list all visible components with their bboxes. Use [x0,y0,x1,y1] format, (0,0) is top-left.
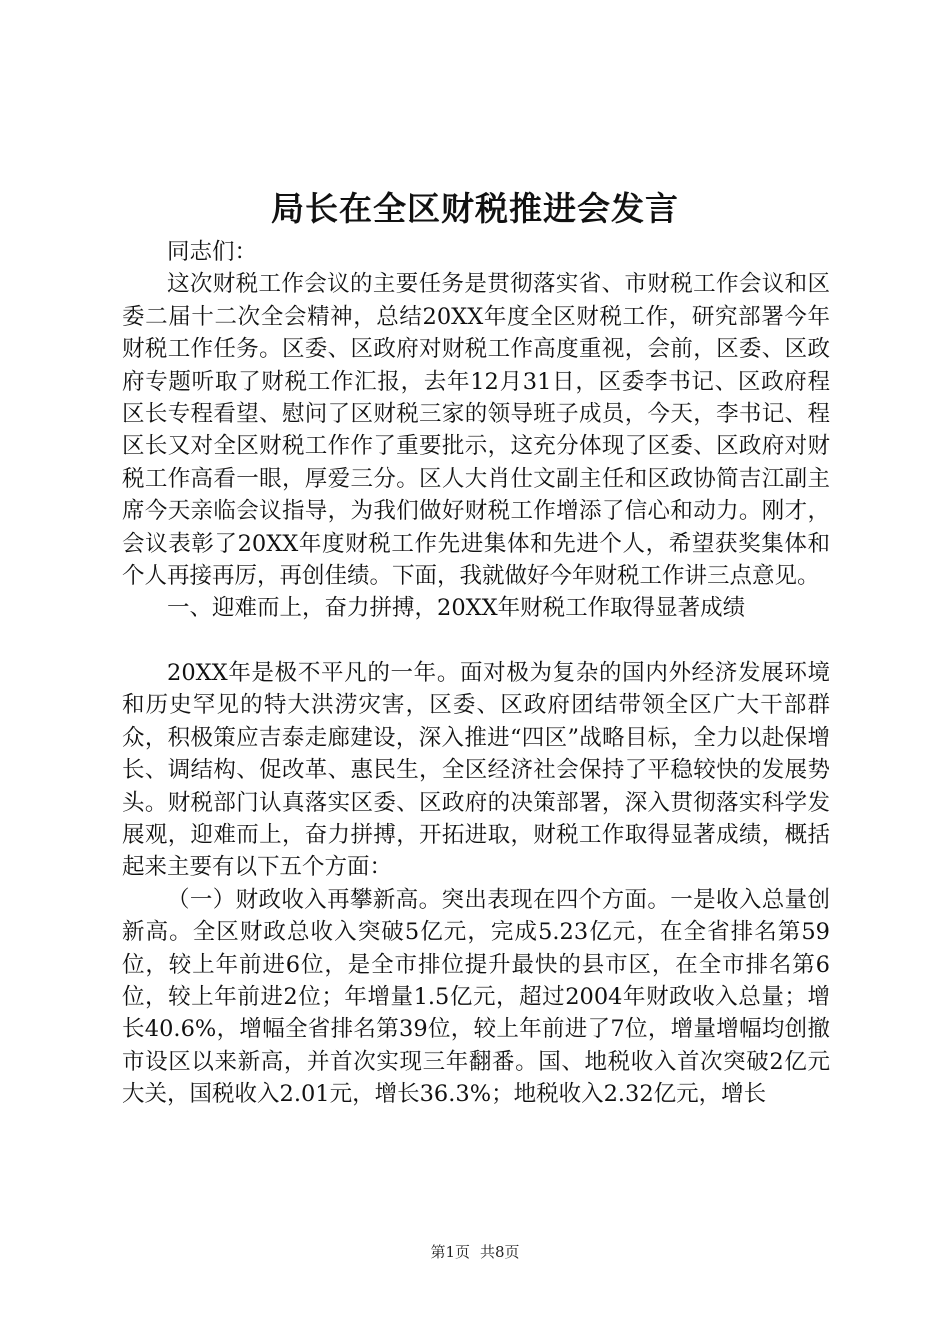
document-title: 局长在全区财税推进会发言 [271,189,679,228]
page-number: 第1页 [430,1243,470,1261]
section-paragraph-overview: 20XX年是极不平凡的一年。面对极为复杂的国内外经济发展环境和历史罕见的特大洪涝灾害，区委、区政府团结带领全区广大干部群众，积极策应吉泰走廊建设，深入推进“四区”战略目标，全力以赴保增长、调结构、促改革、惠民生，全区经济社会保持了平稳较快的发展势头。财税部门认真落实区委、区政府的决策部署，深入贯彻落实科学发展观，迎难而上，奋力拼搏，开拓进取，财税工作取得显著成绩，概括起来主要有以下五个方面： [122,659,830,881]
intro-paragraph: 这次财税工作会议的主要任务是贯彻落实省、市财税工作会议和区委二届十二次全会精神，总结20XX年度全区财税工作，研究部署今年财税工作任务。区委、区政府对财税工作高度重视，会前，区委、区政府专题听取了财税工作汇报，去年12月31日，区委李书记、区政府程区长专程看望、慰问了区财税三家的领导班子成员，今天，李书记、程区长又对全区财税工作作了重要批示，这充分体现了区委、区政府对财税工作高看一眼，厚爱三分。区人大肖仕文副主任和区政协简吉江副主席今天亲临会议指导，为我们做好财税工作增添了信心和动力。刚才，会议表彰了20XX年度财税工作先进集体和先进个人，希望获奖集体和个人再接再厉，再创佳绩。下面，我就做好今年财税工作讲三点意见。 [122,271,830,590]
document-body [122,236,830,1111]
blank-line [122,625,830,657]
section-paragraph-revenue: （一）财政收入再攀新高。突出表现在四个方面。一是收入总量创新高。全区财政总收入突破5亿元，完成5.23亿元，在全省排名第59位，较上年前进6位，是全市排位提升最快的县市区，在全市排名第6位，较上年前进2位；年增量1.5亿元，超过2004年财政收入总量；增长40.6%，增幅全省排名第39位，较上年前进了7位，增量增幅均创撤市设区以来新高，并首次实现三年翻番。国、地税收入首次突破2亿元大关，国税收入2.01元，增长36.3%；地税收入2.32亿元，增长 [122,886,830,1108]
page-footer [0,1242,950,1262]
page-total: 共8页 [480,1243,520,1261]
salutation: 同志们： [167,239,258,265]
section-heading: 一、迎难而上，奋力拼搏，20XX年财税工作取得显著成绩 [167,595,746,622]
